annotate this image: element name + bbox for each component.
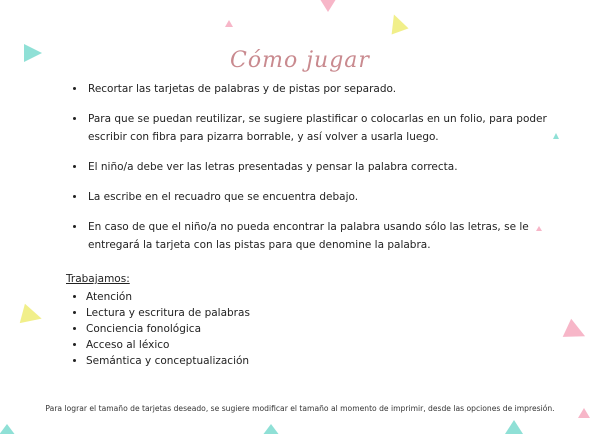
confetti-teal-bottom-left [0,424,16,434]
confetti-teal-bottom-mid [262,424,280,434]
work-list [66,289,250,369]
work-item: • Acceso al léxico [86,337,250,353]
work-item: • Atención [86,289,250,305]
confetti-yellow-left [20,304,44,328]
confetti-pink-right [563,319,590,346]
instruction-item: • En caso de que el niño/a no pueda encontrar la palabra usando sólo las letras, se le entregará la tarjeta con las pistas para que denomine la palabra. [86,218,576,254]
confetti-pink-top-left [225,20,233,27]
confetti-teal-bottom-right [505,420,523,434]
instruction-item: • Para que se puedan reutilizar, se sugiere plastificar o colocarlas en un folio, para poder escribir con fibra para pizarra borrable, y así volver a usarla luego. [86,110,576,146]
footnote: Para lograr el tamaño de tarjetas deseado, se sugiere modificar el tamaño al momento de imprimir, desde las opciones de impresión. [45,404,555,413]
instruction-item: • Recortar las tarjetas de palabras y de pistas por separado. [86,80,576,98]
work-item: • Lectura y escritura de palabras [86,305,250,321]
work-item: • Semántica y conceptualización [86,353,250,369]
confetti-pink-top [318,0,338,12]
work-heading: Trabajamos: [66,273,130,285]
page-title: Cómo jugar [230,48,370,73]
confetti-yellow-top [385,11,408,34]
work-item: • Conciencia fonológica [86,321,250,337]
instructions-list [66,80,576,266]
instruction-item: • La escribe en el recuadro que se encuentra debajo. [86,188,576,206]
instruction-item: • El niño/a debe ver las letras presentadas y pensar la palabra correcta. [86,158,576,176]
